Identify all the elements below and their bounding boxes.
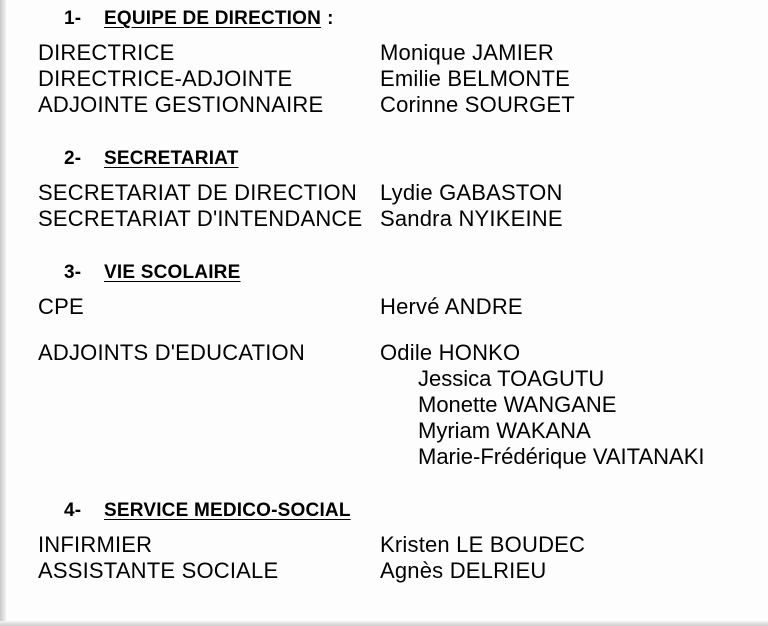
person-name: Emilie BELMONTE (380, 66, 571, 91)
role-label: ADJOINTS D'EDUCATION (38, 340, 305, 365)
section-title: SECRETARIAT (104, 148, 239, 169)
person-name: Myriam WAKANA (418, 418, 591, 443)
section-title: EQUIPE DE DIRECTION (104, 8, 322, 29)
table-row (0, 180, 768, 206)
person-name: Monique JAMIER (380, 40, 554, 65)
page-bottom-edge-shadow (0, 621, 768, 626)
section-number: 4- (64, 500, 82, 521)
person-name: Kristen LE BOUDEC (380, 532, 586, 557)
table-row (0, 558, 768, 584)
section-heading (0, 148, 768, 170)
person-name: Hervé ANDRE (380, 294, 523, 319)
table-row (0, 294, 768, 320)
person-name: Odile HONKO (380, 340, 521, 365)
role-label: CPE (38, 294, 84, 319)
table-row (0, 532, 768, 558)
section-secretariat (0, 148, 768, 232)
section-service-medico-social (0, 500, 768, 584)
person-name: Jessica TOAGUTU (418, 366, 605, 391)
section-rows (0, 40, 768, 118)
role-label: ADJOINTE GESTIONNAIRE (38, 92, 324, 117)
section-heading (0, 262, 768, 284)
section-rows (0, 294, 768, 470)
section-number: 2- (64, 148, 82, 169)
person-name: Sandra NYIKEINE (380, 206, 563, 231)
role-label: ASSISTANTE SOCIALE (38, 558, 279, 583)
table-row (0, 340, 768, 366)
table-row (0, 66, 768, 92)
role-label: SECRETARIAT DE DIRECTION (38, 180, 357, 205)
table-row (0, 40, 768, 66)
section-rows (0, 532, 768, 584)
section-number: 1- (64, 8, 82, 29)
role-label: DIRECTRICE-ADJOINTE (38, 66, 293, 91)
section-number: 3- (64, 262, 82, 283)
section-vie-scolaire (0, 262, 768, 470)
section-rows (0, 180, 768, 232)
role-label: DIRECTRICE (38, 40, 175, 65)
section-colon: : (327, 8, 334, 29)
person-name: Lydie GABASTON (380, 180, 563, 205)
person-name: Corinne SOURGET (380, 92, 575, 117)
person-name: Agnès DELRIEU (380, 558, 547, 583)
section-heading (0, 8, 768, 30)
section-equipe-de-direction (0, 8, 768, 118)
section-title: VIE SCOLAIRE (104, 262, 241, 283)
role-label: INFIRMIER (38, 532, 153, 557)
section-title: SERVICE MEDICO-SOCIAL (104, 500, 351, 521)
table-row (0, 206, 768, 232)
role-label: SECRETARIAT D'INTENDANCE (38, 206, 363, 231)
table-row (0, 92, 768, 118)
person-name: Monette WANGANE (418, 392, 617, 417)
section-heading (0, 500, 768, 522)
person-name: Marie-Frédérique VAITANAKI (418, 444, 705, 469)
